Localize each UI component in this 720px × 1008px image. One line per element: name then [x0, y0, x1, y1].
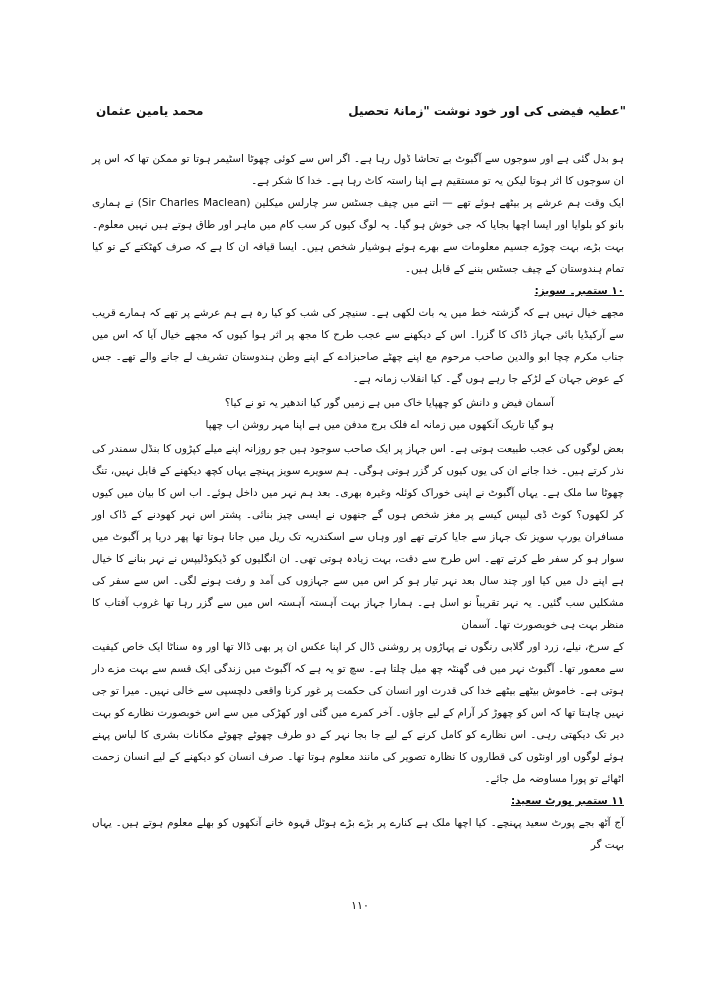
paragraph: مجھے خیال نہیں ہے کہ گزشتہ خط میں یہ بات لکھی ہے۔ سنیچر کی شب کو کیا رہ ہے ہم عرشے پر تھے کہ ہمارے قریب سے آرکیڈیا بائی جہاز ڈاک کا گزرا۔ اس کے دیکھنے سے عجب طرح کا مجھ پر اثر ہوا کیوں کہ مجھے خیال آیا کہ اس میں جناب مکرم چچا ابو والدین صاحب مرحوم مع اپنے چھٹے صاحبزادے کے اپنے وطن ہندوستان تشریف لے جانے والے تھے۔ جس کے عوض جہان کے لڑکے جا رہے ہوں گے۔ کیا انقلاب زمانہ ہے۔	[92, 307, 624, 385]
verse-line: آسمان فیض و دانش کو چھپایا خاک میں ہے زمیں گور کیا اندھیر یہ تو نے کیا؟	[224, 397, 554, 409]
date-heading: ۱۱ ستمبر پورٹ سعید:	[511, 795, 624, 807]
body-text	[92, 148, 624, 856]
page-number: ۱۱۰	[351, 899, 369, 912]
paragraph: ہو بدل گئی ہے اور سوجوں سے آگبوٹ بے تحاشا ڈول رہا ہے۔ اگر اس سے کوئی چھوٹا اسٹیمر ہوتا تو ممکن تھا کہ اس پر ان سوجوں کا اثر ہوتا لیکن یہ تو مستقیم ہے اپنا راستہ کاٹ رہا ہے۔ خدا کا شکر ہے۔	[92, 153, 624, 187]
paragraph: آج آٹھ بجے پورٹ سعید پہنچے۔ کیا اچھا ملک ہے کنارے پر بڑے بڑے ہوٹل قہوہ خانے آنکھوں کو بھلے معلوم ہوتے ہیں۔ یہاں بہت گر	[92, 817, 624, 851]
verse-line: ہو گیا تاریک آنکھوں میں زمانہ اے فلک برج مدفن میں ہے اپنا مہر روشن اب چھپا	[205, 419, 554, 431]
running-header-title: عطیہ فیضی کی اور خود نوشت "زمانۂ تحصیل"	[348, 104, 626, 118]
date-heading: ۱۰ ستمبر۔ سویز:	[534, 285, 624, 297]
verse-block	[92, 392, 624, 436]
running-header-author: محمد یامین عثمان	[96, 104, 204, 118]
paragraph: ایک وقت ہم عرشے پر بیٹھے ہوئے تھے — اتنے میں چیف جسٹس سر چارلس میکلین (Sir Charles Maclean) نے ہماری بانو کو بلوایا اور ایسا اچھا بجایا کہ جی خوش ہو گیا۔ یہ لوگ کیوں کر سب کام میں ماہر اور طاق ہوتے ہیں نہیں معلوم۔ بہت بڑے، بہت چوڑے جسیم معلومات سے بھرے ہوئے ہوشیار شخص ہیں۔ ایسا قیافہ ان کا ہے کہ صرف کھٹکتے کے تو کیا تمام ہندوستان کے چیف جسٹس بننے کے قابل ہیں۔	[92, 197, 624, 275]
paragraph: کے سرخ، نیلے، زرد اور گلابی رنگوں نے پہاڑوں پر روشنی ڈال کر اپنا عکس ان پر بھی ڈالا تھا اور وہ سناٹا ایک خاص کیفیت سے معمور تھا۔ آگبوٹ نہر میں فی گھنٹہ چھ میل چلتا ہے۔ سچ تو یہ ہے کہ آگبوٹ میں زندگی ایک قسم سے بہت مزے دار ہوتی ہے۔ خاموش بیٹھے بیٹھے خدا کی قدرت اور انسان کی حکمت پر غور کرنا واقعی دلچسپی سے خالی نہیں۔ میرا تو جی نہیں چاہتا تھا کہ اس کو چھوڑ کر آرام کے لیے جاؤں۔ آخر کمرے میں گئی اور کھڑکی میں سے اس خوبصورت نظارے کو بہت دیر تک دیکھتی رہی۔ اس نظارے کو کامل کرنے کے لیے جا بجا نہر کے دو طرف چھوٹے چھوٹے مکانات بشری کا لباس پہنے ہوئے لوگوں اور اونٹوں کی قطاروں کا نظارہ تصویر کی مانند معلوم ہوتا تھا۔ صرف انسان کو دیکھنے کے لیے انسان زحمت اٹھائے تو پورا مساوضہ مل جائے۔	[92, 641, 624, 785]
paragraph: بعض لوگوں کی عجب طبیعت ہوتی ہے۔ اس جہاز پر ایک صاحب سوجود ہیں جو روزانہ اپنے میلے کپڑوں کا بنڈل سمندر کی نذر کرتے ہیں۔ خدا جانے ان کی یوں کیوں کر گزر ہوتی ہوگی۔ ہم سویرے سویز پہنچے یہاں کچھ دیکھنے کے قابل نہیں، تنگ چھوٹا سا ملک ہے۔ یہاں آگبوٹ نے اپنی خوراک کوئلہ وغیرہ بھری۔ بعد ہم نہر میں داخل ہوئے۔ اب اس کا بیان میں کیوں کر لکھوں؟ کوٹ ڈی لیپس کیسے پر مغز شخص ہوں گے جنھوں نے ایسی چیز بنائی۔ پشتر اس نہر کھودنے کے ڈاک اور مسافران یورپ سویز تک جہاز سے جایا کرتے تھے اور وہاں سے اسکندریہ تک ریل میں جانا ہوتا تھا پھر دریا پر آگبوٹ میں سوار ہو کر سفر طے کرتے تھے۔ اس طرح سے دقت، بہت زیادہ ہوتی تھی۔ ان انگلیوں کو ڈیکوڈلیپس نے نہر بنانے کا خیال ہے اپنے دل میں کیا اور چند سال بعد نہر تیار ہو کر اس میں سے جہازوں کی آمد و رفت ہونے لگی۔ اس سے سفر کی مشکلیں سب گئیں۔ یہ نہر تقریباً نو اسل ہے۔ ہمارا جہاز بہت آہستہ آہستہ اس میں سے گزر رہا تھا غروب آفتاب کا منظر بہت ہی خوبصورت تھا۔ آسمان	[92, 443, 624, 631]
